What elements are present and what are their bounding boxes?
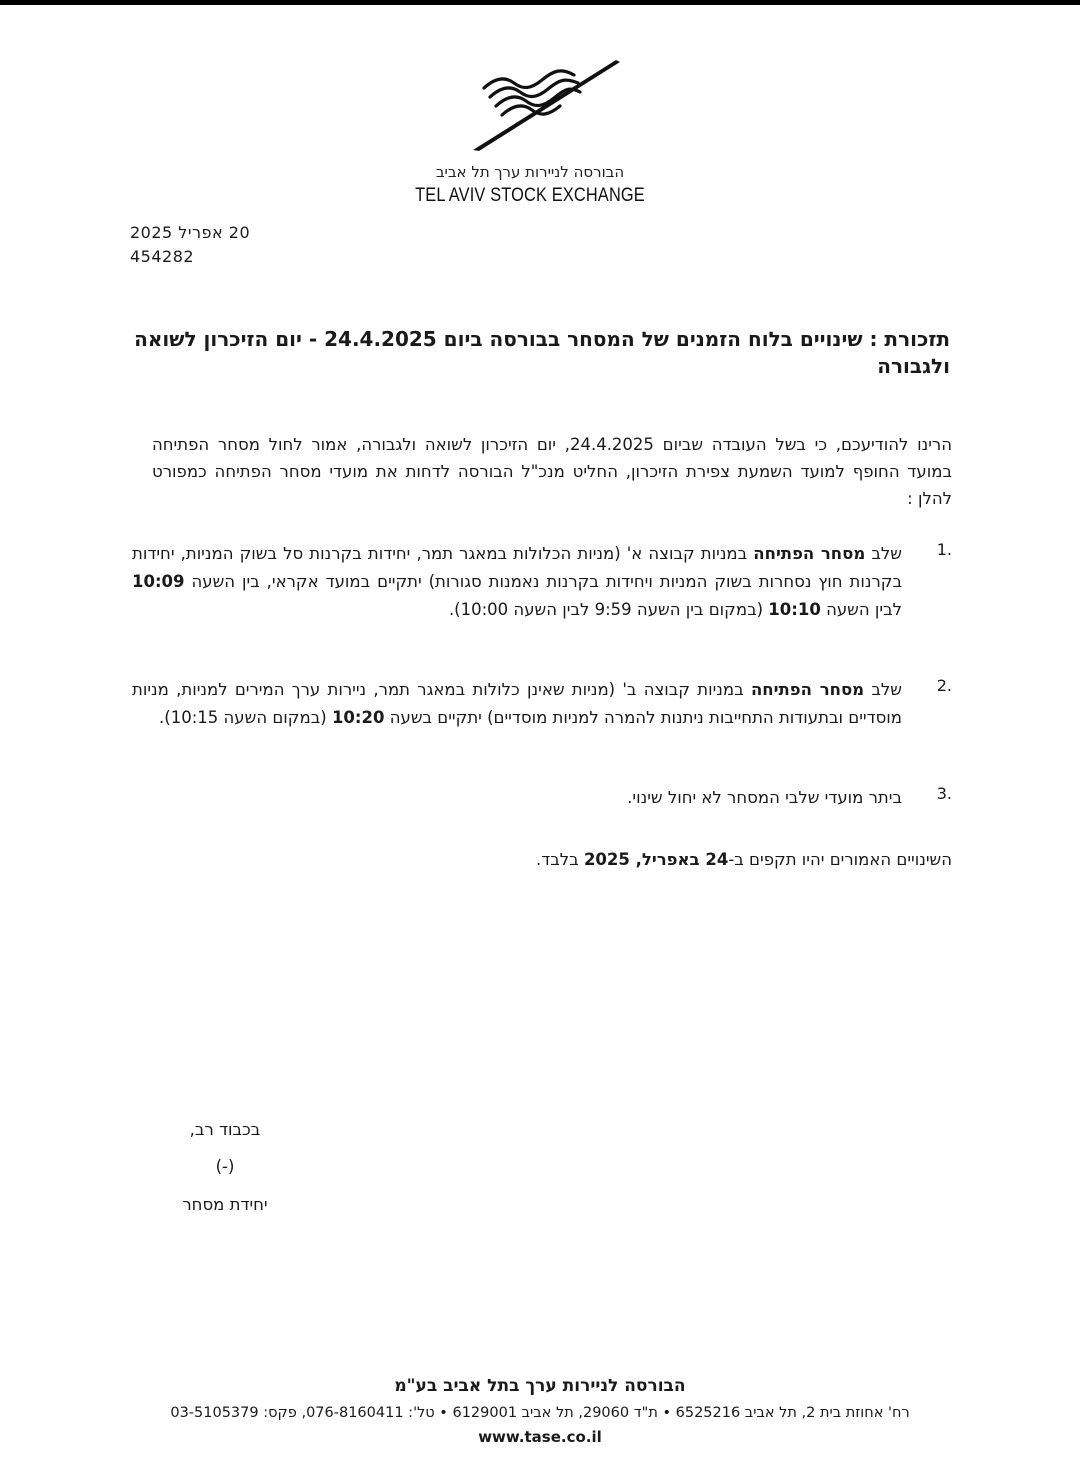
list-item [132,540,952,624]
signature-greeting: בכבוד רב, [189,1120,261,1139]
list-item [132,784,952,812]
intro-paragraph: הרינו להודיעכם, כי בשל העובדה שביום 24.4.2025, יום הזיכרון לשואה ולגבורה, אמור לחול מסחר הפתיחה במועד החופף למועד השמעת צפירת הזיכרון, החליט מנכ"ל הבורסה לדחות את מועדי מסחר הפתיחה כמפורט להלן : [152,435,952,508]
logo-english-name: TEL AVIV STOCK EXCHANGE [415,185,645,206]
list-item-number: .2 [936,676,952,695]
footer-company-name: הבורסה לניירות ערך בתל אביב בע"מ [394,1376,686,1396]
closing-statement: השינויים האמורים יהיו תקפים ב-24 באפריל, 2025 בלבד. [535,850,952,869]
logo-hebrew-name: הבורסה לניירות ערך תל אביב [435,163,625,181]
signature-mark: (-) [215,1157,235,1176]
reference-number: 454282 [130,247,195,266]
tase-wave-logo-icon [470,50,630,160]
list-item-text: ביתר מועדי שלבי המסחר לא יחול שינוי. [627,788,902,807]
top-border [0,0,1080,5]
list-item-number: .3 [936,784,952,803]
list-item [132,676,952,732]
list-item-number: .1 [936,540,952,559]
list-item-text: שלב מסחר הפתיחה במניות קבוצה א' (מניות הכלולות במאגר תמר, יחידות בקרנות סל בשוק המניות, יחידות בקרנות חוץ נסחרות בשוק המניות ויחידות בקרנות נאמנות סגורות) יתקיים במועד אקראי, בין השעה 10:09 לבין השעה 10:10 (במקום בין השעה 9:59 לבין השעה 10:00). [132,544,902,619]
footer-website-link[interactable]: www.tase.co.il [478,1428,602,1446]
signature-unit: יחידת מסחר [182,1195,268,1214]
document-title: תזכורת : שינויים בלוח הזמנים של המסחר בבורסה ביום 24.4.2025 - יום הזיכרון לשואה ולגבורה [134,327,950,378]
footer-address: רח' אחוזת בית 2, תל אביב 6525216 • ת"ד 29060, תל אביב 6129001 • טל': 076-8160411, פקס: 03-5105379 [170,1405,910,1421]
list-item-text: שלב מסחר הפתיחה במניות קבוצה ב' (מניות שאינן כלולות במאגר תמר, ניירות ערך המירים למניות, מניות מוסדיים ובתעודות התחייבות ניתנות להמרה למניות מוסדיים) יתקיים בשעה 10:20 (במקום השעה 10:15). [132,680,902,727]
document-date: 20 אפריל 2025 [130,223,251,242]
